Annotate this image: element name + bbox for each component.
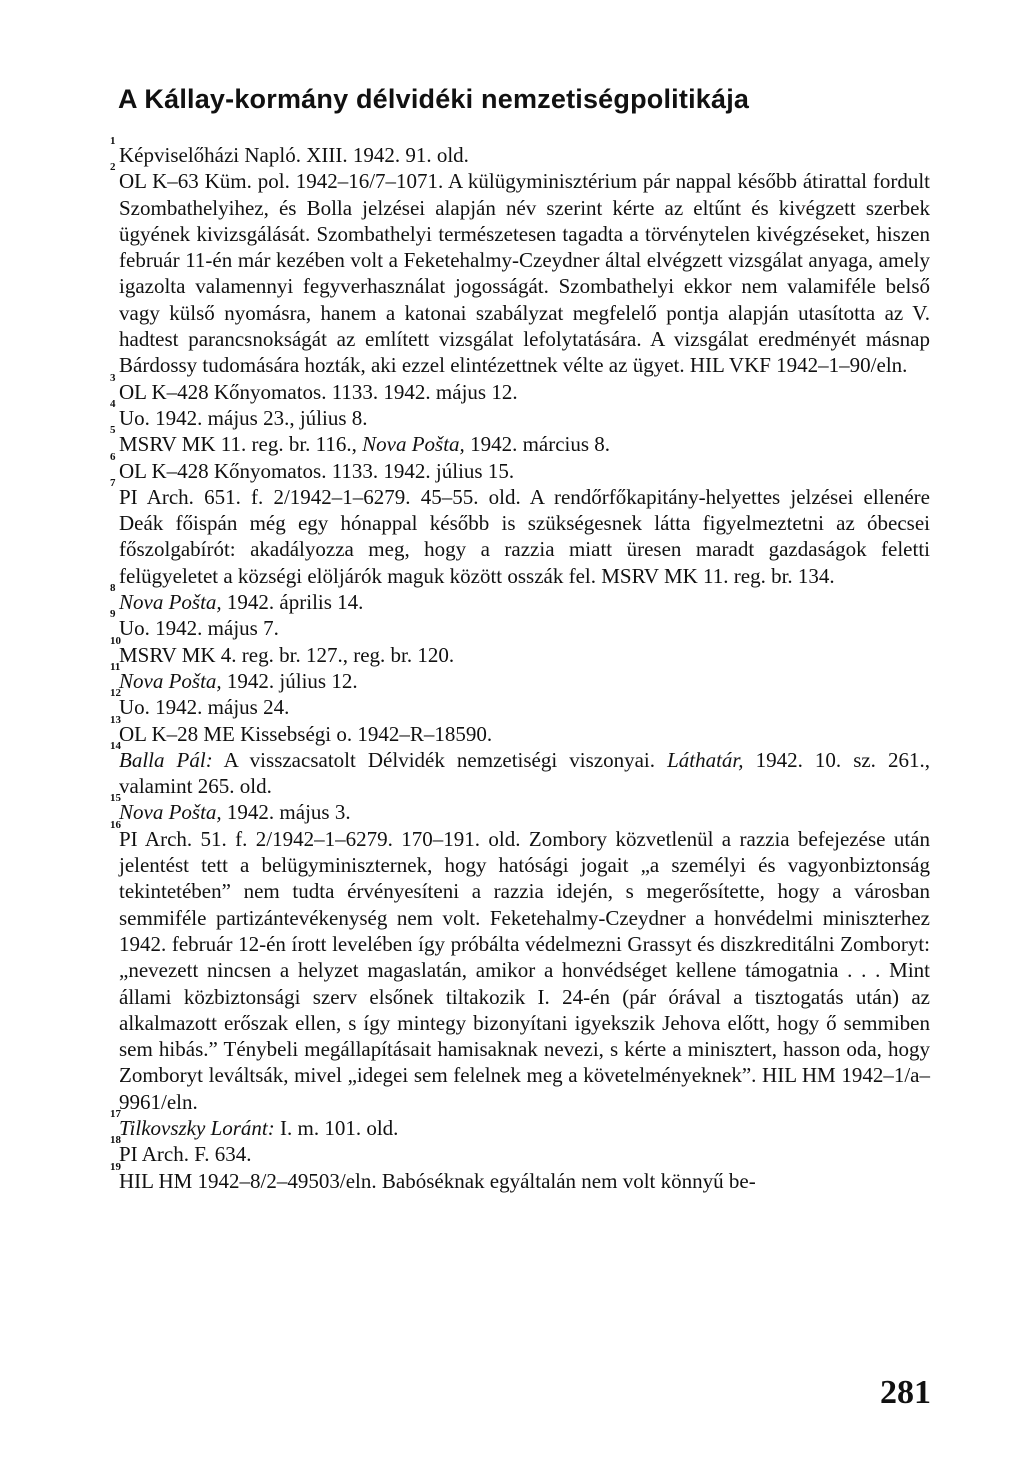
footnote-segment: I. m. 101. old. [274,1115,399,1140]
page-title: A Kállay-kormány délvidéki nemzetiségpolitikája [118,84,750,114]
footnote-text [119,616,279,640]
footnote-segment: OL K–63 Küm. pol. 1942–16/7–1071. A külügyminisztérium pár nappal később átirattal fordult Szombathelyihez, és Bolla jelzései alapján név szerint kérte az eltűnt és kivégzett szerbek ügyének kivizsgálását. Szombathelyi természetesen tagadta a törvénytelen kivégzéseket, hiszen február 11-én már kezében volt a Feketehalmy-Czeydner által elvégzett vizsgálat anyaga, amely igazolta valamennyi fegyverhasználat jogosságát. Szombathelyi ekkor nem valamiféle belső vagy külső nyomásra, hanem a katonai szabályzat megfelelő pontja alapján utasította az V. hadtest parancsnokságát az említett vizsgálat lefolytatására. A vizsgálat eredményét másnap Bárdossy tudomására hozták, aki ezzel elintézettnek vélte az ügyet. HIL VKF 1942–1–90/eln. [119,169,930,378]
footnote-number: 5 [110,424,116,437]
footnote-segment: HIL HM 1942–8/2–49503/eln. Babóséknak egyáltalán nem volt könnyű be- [119,1168,756,1193]
footnote-segment: Uo. 1942. május 7. [119,616,279,641]
footnote-text [119,432,610,456]
footnote-number: 9 [110,608,116,621]
footnote [110,634,930,668]
footnote-italic-segment: Balla Pál: [119,747,213,772]
footnote-italic-segment: Nova Pošta, [119,590,222,615]
footnote-segment: PI Arch. F. 634. [119,1142,252,1167]
footnote-number: 3 [110,371,116,384]
footnote [110,135,930,168]
footnote-number: 6 [110,450,116,463]
footnote-italic-segment: Nova Pošta, [362,432,465,457]
footnote-number: 8 [110,582,116,595]
footnote [110,1107,930,1141]
footnote-number: 17 [110,1107,121,1120]
footnote-number: 11 [110,660,121,673]
footnote-number: 1 [110,135,116,147]
footnote [110,713,930,747]
footnote [110,161,930,378]
footnote [110,476,930,589]
footnote-text [119,800,351,824]
footnote [110,818,930,1115]
footnote-text [119,380,518,404]
footnote-text [119,1116,398,1140]
footnote-segment: 1942. március 8. [464,432,611,457]
footnote-number: 13 [110,713,121,726]
footnote-italic-segment: Láthatár, [667,747,744,772]
footnote [110,1134,930,1167]
footnote-segment: MSRV MK 11. reg. br. 116., [119,432,363,457]
footnote-text [119,748,930,798]
footnote-number: 12 [110,687,121,700]
footnote-number: 7 [110,476,116,489]
footnotes-list [110,135,930,1194]
footnote-text [119,1142,252,1166]
footnote-italic-segment: Nova Pošta, [119,800,222,825]
footnote-text [119,169,930,377]
footnote-segment: MSRV MK 4. reg. br. 127., reg. br. 120. [119,642,455,667]
footnote [110,608,930,641]
footnote-number: 18 [110,1134,121,1147]
footnote-number: 19 [110,1160,121,1173]
footnote-text [119,1169,756,1193]
footnote [110,687,930,720]
footnote-number: 10 [110,634,121,647]
footnote-segment: A visszacsatolt Délvidék nemzetiségi viszonyai. [212,747,668,772]
footnote-text [119,695,289,719]
footnote-segment: Képviselőházi Napló. XIII. 1942. 91. old. [119,143,469,167]
footnote-segment: Uo. 1942. május 23., július 8. [119,405,368,430]
footnote-number: 15 [110,792,121,805]
footnote-segment: OL K–428 Kőnyomatos. 1133. 1942. május 12. [119,379,518,404]
footnote-text [119,406,368,430]
footnote-number: 4 [110,397,116,410]
page-number: 281 [880,1374,931,1411]
footnote-segment: 1942. július 12. [221,668,358,693]
footnote [110,660,930,694]
footnote-text [119,459,514,483]
footnote [110,792,930,825]
footnote-segment: PI Arch. 51. f. 2/1942–1–6279. 170–191. old. Zombory közvetlenül a razzia befejezése után jelentést tett a belügyminiszternek, hogy hatósági jogait „a személyi és vagyonbiztonság tekintetében” nem tudta érvényesíteni a razzia idején, s megerősítette, hogy a városban semmiféle partizántevékenység nem volt. Feketehalmy-Czeydner a honvédelmi miniszterhez 1942. február 12-én írott levelében így próbálta védelmezni Grassyt és diszkreditálni Zomboryt: „nevezett nincsen a helyzet magaslatán, amikor a honvédséget kellene támogatnia . . . Mint állami közbiztonsági szerv elsőnek tiltakozik I. 24-én (pár órával a tisztogatás után) az alkalmazott erőszak ellen, s így mintegy bizonyítani igyekszik Jehova előtt, hogy ő semmiben sem hibás.” Ténybeli megállapításait hamisaknak nevezi, s kérte a minisztert, hasson oda, hogy Zomboryt leváltsák, mivel „idegei sem felelnek meg a követelményeknek”. HIL HM 1942–1/a–9961/eln. [119,826,930,1114]
footnote [110,424,930,457]
footnote-text [119,143,469,167]
footnote-number: 2 [110,161,116,174]
footnote-segment: OL K–428 Kőnyomatos. 1133. 1942. július 15. [119,458,515,483]
footnote-segment: Uo. 1942. május 24. [119,695,290,720]
footnote [110,397,930,431]
footnote-text [119,827,930,1114]
footnote-text [119,590,363,614]
footnote-segment: 1942. április 14. [221,590,364,615]
footnote-number: 16 [110,818,121,831]
footnote-number: 14 [110,739,121,752]
footnote [110,582,930,615]
footnote [110,450,930,484]
footnote-italic-segment: Tilkovszky Loránt: [119,1115,275,1140]
footnote-segment: 1942. május 3. [221,800,351,825]
footnote-text [119,485,930,588]
footnote [110,1160,930,1194]
footnote [110,371,930,405]
footnote-text [119,669,358,693]
footnote-italic-segment: Nova Pošta, [119,668,222,693]
footnote [110,739,930,800]
footnote-segment: 1942. 10. sz. 261., valamint 265. old. [119,747,930,799]
footnote-segment: PI Arch. 651. f. 2/1942–1–6279. 45–55. old. A rendőrfőkapitány-helyettes jelzései ellenére Deák főispán még egy hónappal később is szükségesnek látta figyelmeztetni az óbecsei főszolgabírót: akadályozza meg, hogy a razzia miatt üresen maradt gazdaságok feletti felügyeletet a községi elöljárók maguk között osszák fel. MSRV MK 11. reg. br. 134. [119,484,930,588]
footnote-text [119,643,454,667]
footnote-text [119,722,492,746]
footnote-segment: OL K–28 ME Kissebségi o. 1942–R–18590. [119,721,493,746]
